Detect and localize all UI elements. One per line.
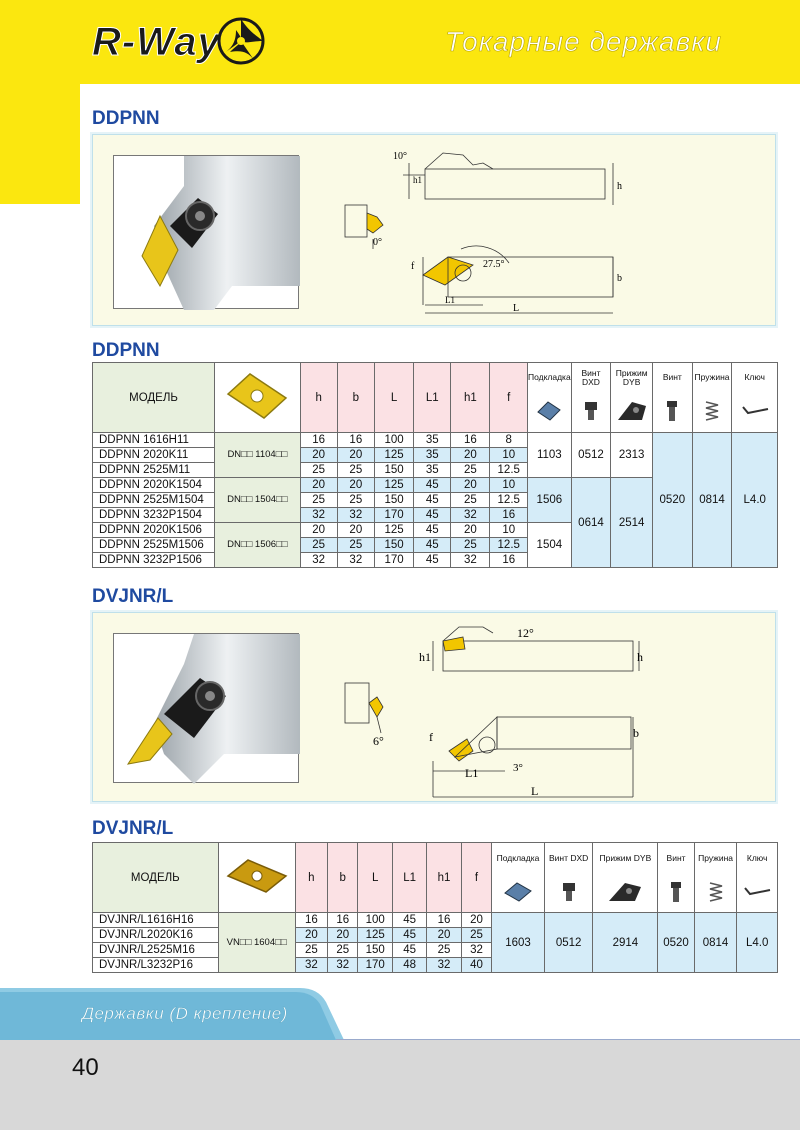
brand-logo: R-Way xyxy=(92,20,221,64)
cell-L1: 45 xyxy=(414,538,451,553)
cell-b: 25 xyxy=(337,493,374,508)
cell-L: 170 xyxy=(374,508,413,523)
dim-h-label: h xyxy=(637,650,643,664)
clamp-dyb-icon xyxy=(593,875,658,913)
cell-b: 25 xyxy=(337,463,374,478)
cell-f: 16 xyxy=(490,553,528,568)
part-dyb-2514: 2514 xyxy=(611,478,653,568)
cell-h: 25 xyxy=(300,463,337,478)
dim-b-label: b xyxy=(617,273,622,284)
cell-b: 25 xyxy=(328,943,358,958)
shim-icon xyxy=(527,393,571,433)
part-shim-1504: 1504 xyxy=(527,523,571,568)
cell-f: 12.5 xyxy=(490,493,528,508)
dim-l1-label: L1 xyxy=(465,766,479,780)
part-dxd-0512: 0512 xyxy=(571,433,611,478)
cell-h: 32 xyxy=(300,553,337,568)
section-table-title-dvjnr: DVJNR/L xyxy=(92,818,174,839)
cell-L: 150 xyxy=(374,493,413,508)
footer-section-label: Державки (D крепление) xyxy=(82,1004,288,1023)
cell-h: 20 xyxy=(300,523,337,538)
col-header-h1: h1 xyxy=(451,363,490,433)
col-header-clamp-dyb: Прижим DYB xyxy=(593,843,658,875)
dim-angle-side: 0° xyxy=(373,237,382,248)
col-header-shim: Подкладка xyxy=(527,363,571,393)
insert-code-1604: VN□□ 1604□□ xyxy=(218,913,295,973)
col-header-spring: Пружина xyxy=(694,843,737,875)
cell-L1: 48 xyxy=(392,958,426,973)
dim-h1-label: h1 xyxy=(413,175,422,185)
table-row-name: DDPNN 2020K1506 xyxy=(93,523,215,538)
part-spring-0814: 0814 xyxy=(694,913,737,973)
insert-code-1104: DN□□ 1104□□ xyxy=(215,433,300,478)
part-shim-1103: 1103 xyxy=(527,433,571,478)
cell-h1: 20 xyxy=(427,928,461,943)
col-header-screw-dxd: Винт DXD xyxy=(544,843,593,875)
dvjnr-spec-table xyxy=(92,842,778,973)
dim-angle-top: 12° xyxy=(517,626,534,640)
cell-h: 16 xyxy=(300,433,337,448)
dim-l-label: L xyxy=(531,784,539,798)
cell-L1: 45 xyxy=(392,928,426,943)
shim-icon xyxy=(492,875,545,913)
cell-h1: 16 xyxy=(451,433,490,448)
insert-code-1506: DN□□ 1506□□ xyxy=(215,523,300,568)
dim-angle-lead: 27.5° xyxy=(483,259,505,270)
section-table-title-ddpnn: DDPNN xyxy=(92,340,160,361)
dim-angle-top: 10° xyxy=(393,151,407,162)
part-key-l40: L4.0 xyxy=(732,433,778,568)
dim-f-label: f xyxy=(411,261,415,272)
cell-L: 150 xyxy=(374,538,413,553)
cell-L: 125 xyxy=(358,928,392,943)
part-dxd-0614: 0614 xyxy=(571,478,611,568)
cell-h: 16 xyxy=(295,913,327,928)
cell-h: 25 xyxy=(300,538,337,553)
table-row-name: DDPNN 3232P1504 xyxy=(93,508,215,523)
table-row-name: DVJNR/L2525M16 xyxy=(93,943,219,958)
cell-b: 32 xyxy=(328,958,358,973)
key-icon xyxy=(732,393,778,433)
cell-f: 12.5 xyxy=(490,538,528,553)
cell-h: 32 xyxy=(300,508,337,523)
dvjnr-tool-photo xyxy=(113,633,299,783)
table-row-name: DDPNN 2020K11 xyxy=(93,448,215,463)
cell-h: 25 xyxy=(300,493,337,508)
dvjnr-figure-panel xyxy=(92,612,776,802)
header-side-tab xyxy=(0,84,80,204)
cell-h1: 25 xyxy=(427,943,461,958)
dvjnr-dimension-drawing xyxy=(333,621,643,799)
cell-h1: 20 xyxy=(451,478,490,493)
cell-h: 20 xyxy=(300,448,337,463)
dim-h1-label: h1 xyxy=(419,650,431,664)
dim-angle-lead: 3° xyxy=(513,762,523,774)
ddpnn-dimension-drawing xyxy=(333,145,633,320)
part-shim-1506: 1506 xyxy=(527,478,571,523)
col-header-model: МОДЕЛЬ xyxy=(93,363,215,433)
cell-h1: 32 xyxy=(427,958,461,973)
table-row-name: DDPNN 3232P1506 xyxy=(93,553,215,568)
cell-L1: 45 xyxy=(414,478,451,493)
ddpnn-spec-table xyxy=(92,362,778,568)
cell-L1: 45 xyxy=(392,913,426,928)
part-key-l40: L4.0 xyxy=(737,913,778,973)
cell-L1: 45 xyxy=(414,508,451,523)
dvjnr-tool-image xyxy=(114,634,300,784)
table-row-name: DVJNR/L1616H16 xyxy=(93,913,219,928)
table-row-name: DDPNN 2525M1506 xyxy=(93,538,215,553)
screw-icon xyxy=(653,393,693,433)
dim-angle-side: 6° xyxy=(373,734,384,748)
cell-L1: 45 xyxy=(414,523,451,538)
table-row-name: DDPNN 2525M1504 xyxy=(93,493,215,508)
cell-h1: 25 xyxy=(451,463,490,478)
cell-L: 150 xyxy=(358,943,392,958)
col-header-shim: Подкладка xyxy=(492,843,545,875)
cell-b: 32 xyxy=(337,553,374,568)
cell-b: 20 xyxy=(337,478,374,493)
clamp-dyb-icon xyxy=(611,393,653,433)
cell-L: 125 xyxy=(374,478,413,493)
vn-insert-icon xyxy=(224,850,290,902)
cell-b: 16 xyxy=(328,913,358,928)
col-header-key: Ключ xyxy=(737,843,778,875)
cell-f: 25 xyxy=(461,928,491,943)
part-dxd-0512: 0512 xyxy=(544,913,593,973)
insert-image-vn xyxy=(218,843,295,913)
spring-icon xyxy=(692,393,732,433)
section-title-dvjnr: DVJNR/L xyxy=(92,586,174,607)
insert-image-dn xyxy=(215,363,300,433)
footer-gray-band xyxy=(0,1040,800,1130)
cell-L: 100 xyxy=(374,433,413,448)
col-header-screw-dxd: Винт DXD xyxy=(571,363,611,393)
cell-L1: 45 xyxy=(414,493,451,508)
cell-f: 20 xyxy=(461,913,491,928)
cell-f: 16 xyxy=(490,508,528,523)
col-header-model: МОДЕЛЬ xyxy=(93,843,219,913)
cell-L1: 35 xyxy=(414,463,451,478)
part-spring-0814: 0814 xyxy=(692,433,732,568)
cell-h1: 20 xyxy=(451,523,490,538)
table-row-name: DDPNN 2020K1504 xyxy=(93,478,215,493)
cell-L: 150 xyxy=(374,463,413,478)
col-header-screw: Винт xyxy=(653,363,693,393)
cell-h1: 20 xyxy=(451,448,490,463)
key-icon xyxy=(737,875,778,913)
cell-b: 25 xyxy=(337,538,374,553)
col-header-h1: h1 xyxy=(427,843,461,913)
part-dyb-2914: 2914 xyxy=(593,913,658,973)
part-shim-1603: 1603 xyxy=(492,913,545,973)
table-row-name: DDPNN 1616H11 xyxy=(93,433,215,448)
col-header-L1: L1 xyxy=(392,843,426,913)
cell-f: 10 xyxy=(490,523,528,538)
cell-h1: 32 xyxy=(451,508,490,523)
col-header-L1: L1 xyxy=(414,363,451,433)
cell-L1: 45 xyxy=(414,553,451,568)
screw-icon xyxy=(658,875,694,913)
col-header-f: f xyxy=(461,843,491,913)
cell-L: 170 xyxy=(374,553,413,568)
dn-insert-icon xyxy=(222,370,292,422)
cell-f: 12.5 xyxy=(490,463,528,478)
cell-L: 170 xyxy=(358,958,392,973)
cell-L: 125 xyxy=(374,448,413,463)
col-header-h: h xyxy=(300,363,337,433)
logo-emblem-icon xyxy=(214,14,268,68)
dim-f-label: f xyxy=(429,730,433,744)
cell-L1: 45 xyxy=(392,943,426,958)
cell-L1: 35 xyxy=(414,433,451,448)
cell-f: 10 xyxy=(490,448,528,463)
cell-f: 40 xyxy=(461,958,491,973)
dim-l-label: L xyxy=(513,303,520,314)
cell-b: 20 xyxy=(337,448,374,463)
cell-b: 20 xyxy=(328,928,358,943)
page-header-title: Токарные державки xyxy=(444,26,722,57)
cell-h1: 25 xyxy=(451,538,490,553)
cell-b: 20 xyxy=(337,523,374,538)
ddpnn-figure-panel xyxy=(92,134,776,326)
screw-dxd-icon xyxy=(544,875,593,913)
cell-h1: 32 xyxy=(451,553,490,568)
col-header-spring: Пружина xyxy=(692,363,732,393)
col-header-b: b xyxy=(328,843,358,913)
page-number: 40 xyxy=(72,1054,99,1081)
dim-l1-label: L1 xyxy=(445,295,455,305)
cell-b: 32 xyxy=(337,508,374,523)
cell-b: 16 xyxy=(337,433,374,448)
cell-f: 10 xyxy=(490,478,528,493)
col-header-b: b xyxy=(337,363,374,433)
part-screw-0520: 0520 xyxy=(653,433,693,568)
cell-f: 32 xyxy=(461,943,491,958)
col-header-clamp-dyb: Прижим DYB xyxy=(611,363,653,393)
table-row-name: DDPNN 2525M11 xyxy=(93,463,215,478)
table-row-name: DVJNR/L2020K16 xyxy=(93,928,219,943)
cell-h: 32 xyxy=(295,958,327,973)
ddpnn-tool-photo xyxy=(113,155,299,309)
cell-h: 20 xyxy=(295,928,327,943)
col-header-L: L xyxy=(374,363,413,433)
cell-L1: 35 xyxy=(414,448,451,463)
cell-h1: 25 xyxy=(451,493,490,508)
col-header-h: h xyxy=(295,843,327,913)
cell-L: 125 xyxy=(374,523,413,538)
cell-h1: 16 xyxy=(427,913,461,928)
section-title-ddpnn: DDPNN xyxy=(92,108,160,129)
col-header-f: f xyxy=(490,363,528,433)
part-screw-0520: 0520 xyxy=(658,913,694,973)
insert-code-1504: DN□□ 1504□□ xyxy=(215,478,300,523)
cell-h: 25 xyxy=(295,943,327,958)
screw-dxd-icon xyxy=(571,393,611,433)
table-row-name: DVJNR/L3232P16 xyxy=(93,958,219,973)
spring-icon xyxy=(694,875,737,913)
ddpnn-tool-image xyxy=(114,156,300,310)
col-header-key: Ключ xyxy=(732,363,778,393)
part-dyb-2313: 2313 xyxy=(611,433,653,478)
cell-L: 100 xyxy=(358,913,392,928)
dim-h-label: h xyxy=(617,181,622,192)
dim-b-label: b xyxy=(633,726,639,740)
col-header-L: L xyxy=(358,843,392,913)
cell-f: 8 xyxy=(490,433,528,448)
col-header-screw: Винт xyxy=(658,843,694,875)
cell-h: 20 xyxy=(300,478,337,493)
